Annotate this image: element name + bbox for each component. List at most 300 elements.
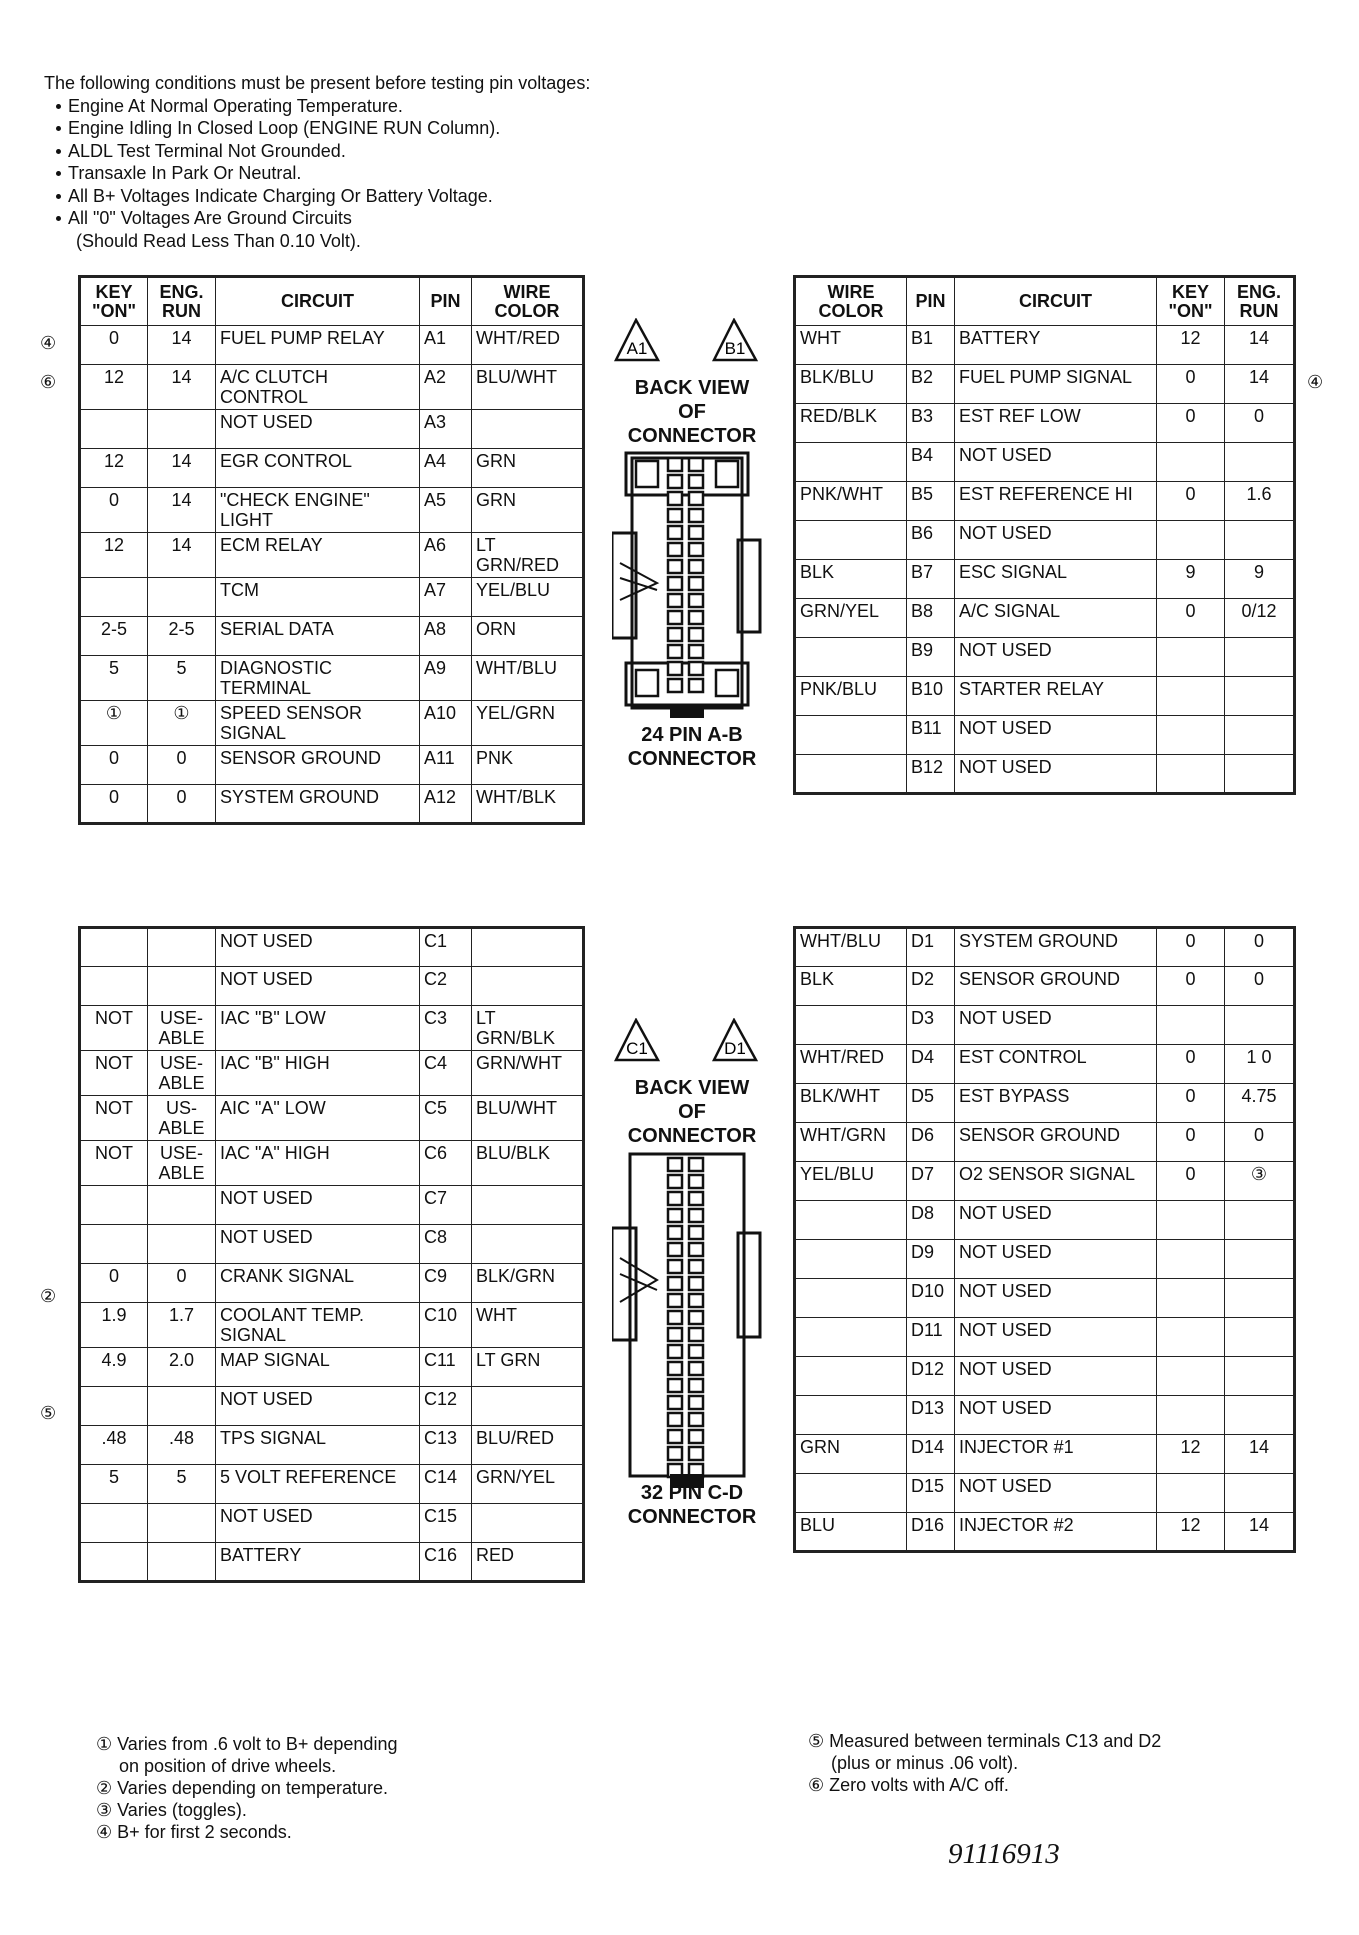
circuit-name: A/C SIGNAL xyxy=(955,599,1157,638)
pin-row xyxy=(80,701,584,746)
eng-run-voltage xyxy=(1225,677,1295,716)
eng-run-voltage xyxy=(1225,1474,1295,1513)
header-wire-color: WIRE COLOR xyxy=(472,277,584,326)
pin-row xyxy=(795,1474,1295,1513)
document-id: 91116913 xyxy=(948,1838,1060,1870)
pin-id: C8 xyxy=(420,1225,472,1264)
eng-run-voltage xyxy=(1225,755,1295,794)
key-on-voltage: 12 xyxy=(1157,1513,1225,1552)
eng-run-voltage: 14 xyxy=(148,326,216,365)
pin-row xyxy=(795,1201,1295,1240)
footnotes-right xyxy=(808,1730,1161,1796)
pin-row xyxy=(80,1006,584,1051)
pin-id: C2 xyxy=(420,967,472,1006)
key-on-voltage xyxy=(80,578,148,617)
wire-color: BLK/GRN xyxy=(472,1264,584,1303)
wire-color: LT GRN/RED xyxy=(472,533,584,578)
footnote: (plus or minus .06 volt). xyxy=(831,1753,1019,1773)
circuit-name: SENSOR GROUND xyxy=(955,967,1157,1006)
circuit-name: NOT USED xyxy=(955,443,1157,482)
pin-id: C14 xyxy=(420,1465,472,1504)
key-on-voltage xyxy=(80,928,148,967)
circuit-name: STARTER RELAY xyxy=(955,677,1157,716)
header-circuit: CIRCUIT xyxy=(216,277,420,326)
key-on-voltage xyxy=(1157,1474,1225,1513)
eng-run-voltage xyxy=(1225,716,1295,755)
circuit-name: DIAGNOSTIC TERMINAL xyxy=(216,656,420,701)
circuit-name: TPS SIGNAL xyxy=(216,1426,420,1465)
pin-id: C4 xyxy=(420,1051,472,1096)
wire-color xyxy=(795,1279,907,1318)
pin-id: A9 xyxy=(420,656,472,701)
wire-color: WHT/BLU xyxy=(795,928,907,967)
pin-id: B2 xyxy=(907,365,955,404)
connector-pins xyxy=(668,458,703,692)
circuit-name: NOT USED xyxy=(955,1006,1157,1045)
circuit-name: BATTERY xyxy=(955,326,1157,365)
header-key-on: KEY "ON" xyxy=(80,277,148,326)
pin-row xyxy=(795,677,1295,716)
key-on-voltage: 12 xyxy=(80,449,148,488)
key-on-voltage: 5 xyxy=(80,656,148,701)
pin-row xyxy=(795,1396,1295,1435)
key-on-voltage: 12 xyxy=(80,365,148,410)
header-key-on: KEY "ON" xyxy=(1157,277,1225,326)
eng-run-voltage: 1 0 xyxy=(1225,1045,1295,1084)
pin-id: C13 xyxy=(420,1426,472,1465)
pin-id: C11 xyxy=(420,1348,472,1387)
pin-row xyxy=(80,410,584,449)
pin-row xyxy=(795,1123,1295,1162)
wire-color: WHT/GRN xyxy=(795,1123,907,1162)
condition-item: All B+ Voltages Indicate Charging Or Battery Voltage. xyxy=(44,185,764,208)
circuit-name: O2 SENSOR SIGNAL xyxy=(955,1162,1157,1201)
connector-tag: A1 xyxy=(626,339,648,358)
header-pin: PIN xyxy=(907,277,955,326)
circuit-name: NOT USED xyxy=(955,521,1157,560)
pin-row xyxy=(80,449,584,488)
key-on-voltage: 0 xyxy=(80,746,148,785)
connector-pins xyxy=(668,1158,703,1477)
wire-color: GRN xyxy=(472,488,584,533)
pin-id: A10 xyxy=(420,701,472,746)
key-on-voltage xyxy=(80,410,148,449)
pin-id: C9 xyxy=(420,1264,472,1303)
key-on-voltage xyxy=(80,1186,148,1225)
wire-color xyxy=(472,1186,584,1225)
footnote: on position of drive wheels. xyxy=(119,1756,337,1776)
pin-id: A11 xyxy=(420,746,472,785)
wire-color xyxy=(795,521,907,560)
header-pin: PIN xyxy=(420,277,472,326)
pin-row xyxy=(795,1084,1295,1123)
eng-run-voltage: US-ABLE xyxy=(148,1096,216,1141)
eng-run-voltage: 14 xyxy=(1225,1513,1295,1552)
wire-color: BLU/RED xyxy=(472,1426,584,1465)
pin-row xyxy=(795,755,1295,794)
pin-row xyxy=(795,716,1295,755)
key-on-voltage: 12 xyxy=(1157,326,1225,365)
circuit-name: EST REF LOW xyxy=(955,404,1157,443)
circuit-name: NOT USED xyxy=(955,1240,1157,1279)
eng-run-voltage xyxy=(1225,1006,1295,1045)
eng-run-voltage xyxy=(148,1186,216,1225)
connector-cd-name: 32 PIN C-D CONNECTOR xyxy=(627,1482,757,1528)
header-wire-color: WIRE COLOR xyxy=(795,277,907,326)
key-on-voltage: 0 xyxy=(1157,404,1225,443)
wire-color: YEL/GRN xyxy=(472,701,584,746)
footnote: ④ B+ for first 2 seconds. xyxy=(96,1822,292,1842)
footnote: ⑥ Zero volts with A/C off. xyxy=(808,1775,1009,1795)
header-eng-run: ENG. RUN xyxy=(148,277,216,326)
wire-color xyxy=(795,638,907,677)
wire-color: BLU/WHT xyxy=(472,1096,584,1141)
pin-row xyxy=(80,1465,584,1504)
eng-run-voltage xyxy=(1225,638,1295,677)
pin-table-a xyxy=(78,275,585,825)
conditions-block xyxy=(44,72,764,252)
eng-run-voltage: 0 xyxy=(148,746,216,785)
pin-row xyxy=(795,443,1295,482)
key-on-voltage: NOT xyxy=(80,1006,148,1051)
circuit-name: CRANK SIGNAL xyxy=(216,1264,420,1303)
key-on-voltage: NOT xyxy=(80,1141,148,1186)
pin-row xyxy=(80,1303,584,1348)
pin-id: C7 xyxy=(420,1186,472,1225)
circuit-name: SPEED SENSOR SIGNAL xyxy=(216,701,420,746)
connector-ab-view-label: BACK VIEW OF CONNECTOR xyxy=(627,377,757,447)
circuit-name: "CHECK ENGINE" LIGHT xyxy=(216,488,420,533)
eng-run-voltage: 5 xyxy=(148,1465,216,1504)
key-on-voltage xyxy=(1157,1318,1225,1357)
wire-color xyxy=(472,1225,584,1264)
pin-row xyxy=(80,656,584,701)
wire-color xyxy=(472,928,584,967)
key-on-voltage: 0 xyxy=(1157,1162,1225,1201)
eng-run-voltage xyxy=(1225,1201,1295,1240)
pin-row xyxy=(80,1426,584,1465)
eng-run-voltage xyxy=(1225,521,1295,560)
circuit-name: NOT USED xyxy=(216,928,420,967)
pin-id: C1 xyxy=(420,928,472,967)
wire-color: BLK xyxy=(795,560,907,599)
wire-color xyxy=(795,1201,907,1240)
key-on-voltage: 9 xyxy=(1157,560,1225,599)
note-marker: ② xyxy=(40,1286,57,1306)
wire-color: PNK xyxy=(472,746,584,785)
wire-color: BLK/BLU xyxy=(795,365,907,404)
circuit-name: NOT USED xyxy=(955,755,1157,794)
pin-id: D16 xyxy=(907,1513,955,1552)
circuit-name: 5 VOLT REFERENCE xyxy=(216,1465,420,1504)
wire-color: WHT/RED xyxy=(472,326,584,365)
key-on-voltage xyxy=(1157,443,1225,482)
eng-run-voltage xyxy=(1225,1240,1295,1279)
key-on-voltage: 0 xyxy=(1157,1123,1225,1162)
pin-row xyxy=(80,488,584,533)
key-on-voltage: 0 xyxy=(1157,482,1225,521)
wire-color: WHT/BLK xyxy=(472,785,584,824)
eng-run-voltage xyxy=(148,1504,216,1543)
eng-run-voltage: 0 xyxy=(148,1264,216,1303)
key-on-voltage: 0 xyxy=(80,488,148,533)
circuit-name: ESC SIGNAL xyxy=(955,560,1157,599)
key-on-voltage: 0 xyxy=(1157,928,1225,967)
wire-color: PNK/BLU xyxy=(795,677,907,716)
pin-row xyxy=(80,617,584,656)
key-on-voltage: 4.9 xyxy=(80,1348,148,1387)
pin-id: D15 xyxy=(907,1474,955,1513)
circuit-name: NOT USED xyxy=(955,638,1157,677)
pin-row xyxy=(795,967,1295,1006)
key-on-voltage: 0 xyxy=(80,1264,148,1303)
pin-id: A2 xyxy=(420,365,472,410)
key-on-voltage: ① xyxy=(80,701,148,746)
footnote: ① Varies from .6 volt to B+ depending xyxy=(96,1734,398,1754)
pin-row xyxy=(795,1045,1295,1084)
condition-item: All "0" Voltages Are Ground Circuits xyxy=(44,207,764,230)
pin-row xyxy=(795,1162,1295,1201)
pin-row xyxy=(80,326,584,365)
key-on-voltage xyxy=(1157,521,1225,560)
wire-color: GRN/YEL xyxy=(795,599,907,638)
circuit-name: NOT USED xyxy=(216,967,420,1006)
pin-row xyxy=(80,928,584,967)
wire-color xyxy=(795,1318,907,1357)
wire-color: BLK/WHT xyxy=(795,1084,907,1123)
wire-color: BLU/BLK xyxy=(472,1141,584,1186)
pin-row xyxy=(795,1435,1295,1474)
pin-id: B5 xyxy=(907,482,955,521)
pin-id: B8 xyxy=(907,599,955,638)
wire-color: BLK xyxy=(795,967,907,1006)
circuit-name: BATTERY xyxy=(216,1543,420,1582)
pin-row xyxy=(80,1504,584,1543)
eng-run-voltage: 4.75 xyxy=(1225,1084,1295,1123)
condition-subnote: (Should Read Less Than 0.10 Volt). xyxy=(76,230,361,251)
eng-run-voltage: USE-ABLE xyxy=(148,1051,216,1096)
pin-id: C16 xyxy=(420,1543,472,1582)
circuit-name: NOT USED xyxy=(955,1357,1157,1396)
eng-run-voltage xyxy=(148,928,216,967)
pin-row xyxy=(795,638,1295,677)
circuit-name: FUEL PUMP RELAY xyxy=(216,326,420,365)
pin-id: A4 xyxy=(420,449,472,488)
wire-color: GRN xyxy=(472,449,584,488)
pin-row xyxy=(795,1240,1295,1279)
key-on-voltage: 5 xyxy=(80,1465,148,1504)
eng-run-voltage: 14 xyxy=(1225,1435,1295,1474)
wire-color xyxy=(795,1006,907,1045)
pin-row xyxy=(80,1264,584,1303)
eng-run-voltage: 0 xyxy=(1225,928,1295,967)
key-on-voltage: 0 xyxy=(80,326,148,365)
pin-row xyxy=(795,560,1295,599)
circuit-name: SERIAL DATA xyxy=(216,617,420,656)
eng-run-voltage: 0 xyxy=(1225,1123,1295,1162)
key-on-voltage: .48 xyxy=(80,1426,148,1465)
key-on-voltage xyxy=(1157,755,1225,794)
key-on-voltage: 0 xyxy=(1157,1084,1225,1123)
pin-row xyxy=(80,533,584,578)
pin-id: D11 xyxy=(907,1318,955,1357)
pin-id: D12 xyxy=(907,1357,955,1396)
eng-run-voltage xyxy=(1225,1279,1295,1318)
eng-run-voltage xyxy=(148,1543,216,1582)
eng-run-voltage: 14 xyxy=(148,488,216,533)
key-on-voltage: 0 xyxy=(1157,599,1225,638)
key-on-voltage xyxy=(80,1504,148,1543)
circuit-name: NOT USED xyxy=(216,1225,420,1264)
eng-run-voltage: ③ xyxy=(1225,1162,1295,1201)
circuit-name: NOT USED xyxy=(955,1279,1157,1318)
circuit-name: MAP SIGNAL xyxy=(216,1348,420,1387)
key-on-voltage: 12 xyxy=(80,533,148,578)
pin-id: C12 xyxy=(420,1387,472,1426)
condition-item: Transaxle In Park Or Neutral. xyxy=(44,162,764,185)
key-on-voltage: 0 xyxy=(1157,967,1225,1006)
key-on-voltage: 2-5 xyxy=(80,617,148,656)
wire-color: BLU xyxy=(795,1513,907,1552)
eng-run-voltage xyxy=(1225,1357,1295,1396)
circuit-name: AIC "A" LOW xyxy=(216,1096,420,1141)
eng-run-voltage: USE-ABLE xyxy=(148,1006,216,1051)
eng-run-voltage xyxy=(1225,443,1295,482)
wire-color xyxy=(472,410,584,449)
key-on-voltage xyxy=(1157,716,1225,755)
wire-color: WHT xyxy=(795,326,907,365)
pin-id: D3 xyxy=(907,1006,955,1045)
pin-row xyxy=(80,967,584,1006)
pin-row xyxy=(80,785,584,824)
key-on-voltage xyxy=(1157,1240,1225,1279)
eng-run-voltage: USE-ABLE xyxy=(148,1141,216,1186)
circuit-name: EST REFERENCE HI xyxy=(955,482,1157,521)
circuit-name: SYSTEM GROUND xyxy=(955,928,1157,967)
circuit-name: NOT USED xyxy=(955,1396,1157,1435)
pin-row xyxy=(80,1051,584,1096)
pin-row xyxy=(80,1186,584,1225)
wire-color xyxy=(795,716,907,755)
eng-run-voltage xyxy=(1225,1318,1295,1357)
eng-run-voltage xyxy=(148,967,216,1006)
pin-id: B7 xyxy=(907,560,955,599)
condition-item: ALDL Test Terminal Not Grounded. xyxy=(44,140,764,163)
header-eng-run: ENG. RUN xyxy=(1225,277,1295,326)
circuit-name: IAC "B" HIGH xyxy=(216,1051,420,1096)
pin-row xyxy=(80,1141,584,1186)
pin-id: C6 xyxy=(420,1141,472,1186)
eng-run-voltage: 14 xyxy=(148,449,216,488)
circuit-name: EGR CONTROL xyxy=(216,449,420,488)
wire-color: GRN/YEL xyxy=(472,1465,584,1504)
eng-run-voltage: 5 xyxy=(148,656,216,701)
pin-row xyxy=(795,482,1295,521)
connector-tag: B1 xyxy=(724,339,746,358)
pin-row xyxy=(795,1279,1295,1318)
circuit-name: COOLANT TEMP. SIGNAL xyxy=(216,1303,420,1348)
circuit-name: A/C CLUTCH CONTROL xyxy=(216,365,420,410)
pin-id: C10 xyxy=(420,1303,472,1348)
eng-run-voltage: 2.0 xyxy=(148,1348,216,1387)
wire-color: RED xyxy=(472,1543,584,1582)
pin-row xyxy=(795,521,1295,560)
pin-id: B4 xyxy=(907,443,955,482)
circuit-name: NOT USED xyxy=(955,1474,1157,1513)
key-on-voltage xyxy=(80,967,148,1006)
footnotes-left xyxy=(96,1733,397,1843)
footnote: ⑤ Measured between terminals C13 and D2 xyxy=(808,1731,1162,1751)
circuit-name: NOT USED xyxy=(216,1504,420,1543)
key-on-voltage xyxy=(80,1387,148,1426)
connector-tag: D1 xyxy=(724,1039,746,1058)
eng-run-voltage xyxy=(148,410,216,449)
pin-table-b xyxy=(793,275,1296,795)
wire-color: WHT/BLU xyxy=(472,656,584,701)
key-on-voltage: 12 xyxy=(1157,1435,1225,1474)
eng-run-voltage xyxy=(148,1387,216,1426)
wire-color: LT GRN xyxy=(472,1348,584,1387)
pin-id: B12 xyxy=(907,755,955,794)
pin-id: B3 xyxy=(907,404,955,443)
wire-color: PNK/WHT xyxy=(795,482,907,521)
connector-cd-view-label: BACK VIEW OF CONNECTOR xyxy=(627,1077,757,1147)
condition-item: Engine At Normal Operating Temperature. xyxy=(44,95,764,118)
eng-run-voltage: 2-5 xyxy=(148,617,216,656)
pin-id: D8 xyxy=(907,1201,955,1240)
eng-run-voltage xyxy=(148,578,216,617)
eng-run-voltage: ① xyxy=(148,701,216,746)
pin-id: C5 xyxy=(420,1096,472,1141)
key-on-voltage xyxy=(1157,1201,1225,1240)
pin-id: B10 xyxy=(907,677,955,716)
pin-id: B6 xyxy=(907,521,955,560)
wire-color: BLU/WHT xyxy=(472,365,584,410)
pin-row xyxy=(80,1387,584,1426)
wire-color: WHT xyxy=(472,1303,584,1348)
pin-row xyxy=(795,365,1295,404)
key-on-voltage: 0 xyxy=(1157,1045,1225,1084)
eng-run-voltage: .48 xyxy=(148,1426,216,1465)
circuit-name: SENSOR GROUND xyxy=(955,1123,1157,1162)
pin-id: A3 xyxy=(420,410,472,449)
pin-id: A5 xyxy=(420,488,472,533)
pin-table-c xyxy=(78,926,585,1583)
circuit-name: NOT USED xyxy=(955,1318,1157,1357)
pin-row xyxy=(80,578,584,617)
pin-id: D4 xyxy=(907,1045,955,1084)
wire-color xyxy=(795,1357,907,1396)
pin-id: B11 xyxy=(907,716,955,755)
circuit-name: NOT USED xyxy=(216,1387,420,1426)
pin-row xyxy=(80,1225,584,1264)
wire-color xyxy=(795,443,907,482)
pin-id: D13 xyxy=(907,1396,955,1435)
wire-color: YEL/BLU xyxy=(472,578,584,617)
key-on-voltage xyxy=(1157,677,1225,716)
pin-id: A12 xyxy=(420,785,472,824)
header-circuit: CIRCUIT xyxy=(955,277,1157,326)
pin-id: A1 xyxy=(420,326,472,365)
pin-id: C15 xyxy=(420,1504,472,1543)
circuit-name: FUEL PUMP SIGNAL xyxy=(955,365,1157,404)
pin-id: D2 xyxy=(907,967,955,1006)
eng-run-voltage: 14 xyxy=(148,533,216,578)
circuit-name: NOT USED xyxy=(955,1201,1157,1240)
circuit-name: IAC "A" HIGH xyxy=(216,1141,420,1186)
eng-run-voltage: 0 xyxy=(1225,404,1295,443)
pin-id: A6 xyxy=(420,533,472,578)
